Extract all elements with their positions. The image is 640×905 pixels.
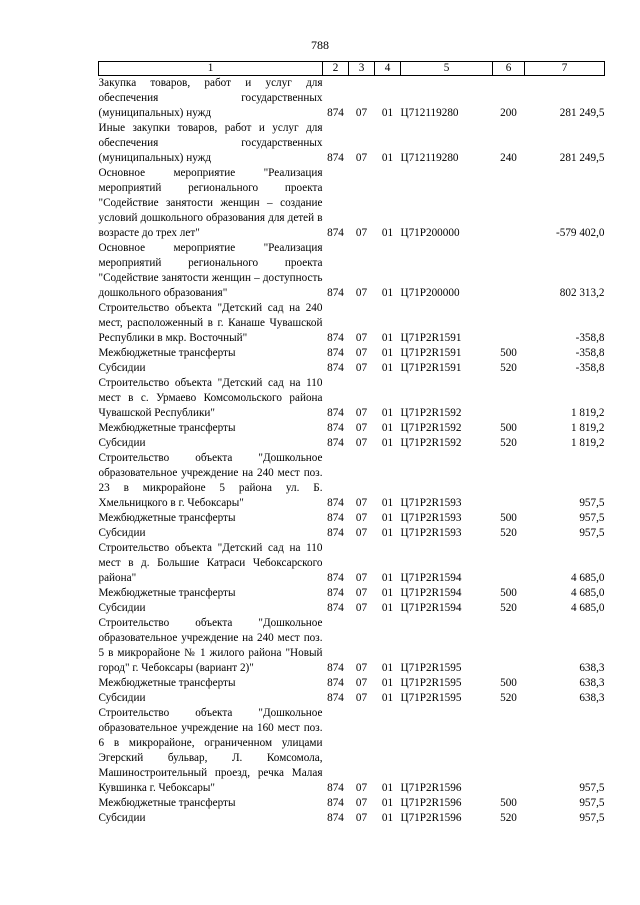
expense-kind: 500 xyxy=(500,512,517,524)
section-code: 07 xyxy=(355,812,368,824)
table-row xyxy=(99,346,605,361)
page-number: 788 xyxy=(311,38,329,52)
table-row xyxy=(99,811,605,826)
subsection-code: 01 xyxy=(381,692,394,704)
ministry-code: 874 xyxy=(327,422,344,434)
table-row xyxy=(99,361,605,376)
row-name: Строительство объекта "Детский сад на 240 мест, расположенный в г. Канаше Чувашской Республики в мкр. Восточный" xyxy=(98,302,323,344)
amount: 638,3 xyxy=(579,692,605,704)
expense-kind xyxy=(493,241,525,301)
target-article: Ц712119280 xyxy=(400,107,459,119)
table-row xyxy=(99,421,605,436)
subsection-code: 01 xyxy=(381,662,394,674)
ministry-code: 874 xyxy=(327,677,344,689)
subsection-code: 01 xyxy=(381,347,394,359)
ministry-code: 874 xyxy=(327,362,344,374)
table-row xyxy=(99,121,605,166)
header-col-4: 4 xyxy=(375,62,401,76)
subsection-code: 01 xyxy=(381,677,394,689)
target-article: Ц71Р2R1593 xyxy=(400,512,462,524)
section-code: 07 xyxy=(355,662,368,674)
row-name: Межбюджетные трансферты xyxy=(98,587,236,599)
header-col-5: 5 xyxy=(401,62,493,76)
section-code: 07 xyxy=(355,527,368,539)
ministry-code: 874 xyxy=(327,692,344,704)
expense-kind: 520 xyxy=(500,602,517,614)
expense-kind: 500 xyxy=(500,797,517,809)
section-code: 07 xyxy=(355,422,368,434)
header-col-1: 1 xyxy=(99,62,323,76)
section-code: 07 xyxy=(355,572,368,584)
section-code: 07 xyxy=(355,407,368,419)
amount: -358,8 xyxy=(575,332,605,344)
target-article: Ц71Р2R1592 xyxy=(400,407,462,419)
ministry-code: 874 xyxy=(327,347,344,359)
header-col-7: 7 xyxy=(525,62,605,76)
target-article: Ц71Р2R1594 xyxy=(400,602,462,614)
target-article: Ц71Р200000 xyxy=(400,227,460,239)
ministry-code: 874 xyxy=(327,662,344,674)
subsection-code: 01 xyxy=(381,107,394,119)
expense-kind: 520 xyxy=(500,362,517,374)
expense-kind: 520 xyxy=(500,527,517,539)
header-col-3: 3 xyxy=(349,62,375,76)
row-name: Межбюджетные трансферты xyxy=(98,347,236,359)
subsection-code: 01 xyxy=(381,782,394,794)
amount: 957,5 xyxy=(579,497,605,509)
ministry-code: 874 xyxy=(327,227,344,239)
row-name: Межбюджетные трансферты xyxy=(98,797,236,809)
row-name: Субсидии xyxy=(98,812,146,824)
expense-kind xyxy=(493,541,525,586)
section-code: 07 xyxy=(355,602,368,614)
section-code: 07 xyxy=(355,587,368,599)
section-code: 07 xyxy=(355,797,368,809)
ministry-code: 874 xyxy=(327,512,344,524)
expense-kind: 520 xyxy=(500,692,517,704)
table-row xyxy=(99,301,605,346)
expense-kind: 520 xyxy=(500,812,517,824)
subsection-code: 01 xyxy=(381,287,394,299)
target-article: Ц71Р2R1593 xyxy=(400,527,462,539)
section-code: 07 xyxy=(355,692,368,704)
expense-kind: 240 xyxy=(500,152,517,164)
target-article: Ц71Р2R1596 xyxy=(400,782,462,794)
row-name: Межбюджетные трансферты xyxy=(98,677,236,689)
ministry-code: 874 xyxy=(327,407,344,419)
row-name: Субсидии xyxy=(98,692,146,704)
ministry-code: 874 xyxy=(327,287,344,299)
subsection-code: 01 xyxy=(381,572,394,584)
section-code: 07 xyxy=(355,677,368,689)
subsection-code: 01 xyxy=(381,512,394,524)
table-body xyxy=(99,76,605,827)
subsection-code: 01 xyxy=(381,407,394,419)
target-article: Ц71Р2R1595 xyxy=(400,677,462,689)
ministry-code: 874 xyxy=(327,797,344,809)
table-row xyxy=(99,436,605,451)
subsection-code: 01 xyxy=(381,527,394,539)
amount: 4 685,0 xyxy=(570,587,605,599)
amount: 1 819,2 xyxy=(570,407,605,419)
table-row xyxy=(99,376,605,421)
amount: 957,5 xyxy=(579,782,605,794)
table-row xyxy=(99,586,605,601)
target-article: Ц71Р2R1596 xyxy=(400,812,462,824)
ministry-code: 874 xyxy=(327,332,344,344)
amount: -358,8 xyxy=(575,362,605,374)
row-name: Субсидии xyxy=(98,527,146,539)
ministry-code: 874 xyxy=(327,572,344,584)
expense-kind xyxy=(493,706,525,796)
row-name: Основное мероприятие "Реализация мероприятий регионального проекта "Содействие занятости женщин – создание условий дошкольного образования для детей в возрасте до трех лет" xyxy=(98,167,323,239)
amount: 281 249,5 xyxy=(559,107,605,119)
expense-kind xyxy=(493,166,525,241)
subsection-code: 01 xyxy=(381,497,394,509)
subsection-code: 01 xyxy=(381,152,394,164)
row-name: Основное мероприятие "Реализация мероприятий регионального проекта "Содействие занятости женщин – доступность дошкольного образования" xyxy=(98,242,323,299)
row-name: Строительство объекта "Дошкольное образовательное учреждение на 240 мест поз. 5 в микрорайоне № 1 жилого района "Новый город" г. Чебоксары (вариант 2)" xyxy=(98,617,323,674)
section-code: 07 xyxy=(355,512,368,524)
subsection-code: 01 xyxy=(381,797,394,809)
row-name: Закупка товаров, работ и услуг для обеспечения государственных (муниципальных) нужд xyxy=(98,77,323,119)
expense-kind xyxy=(493,376,525,421)
amount: 957,5 xyxy=(579,512,605,524)
table-row xyxy=(99,526,605,541)
table-row xyxy=(99,451,605,511)
section-code: 07 xyxy=(355,107,368,119)
amount: 1 819,2 xyxy=(570,437,605,449)
table-row xyxy=(99,676,605,691)
amount: 957,5 xyxy=(579,812,605,824)
subsection-code: 01 xyxy=(381,812,394,824)
row-name: Субсидии xyxy=(98,602,146,614)
ministry-code: 874 xyxy=(327,602,344,614)
target-article: Ц71Р2R1596 xyxy=(400,797,462,809)
table-row xyxy=(99,796,605,811)
row-name: Строительство объекта "Дошкольное образовательное учреждение на 160 мест поз. 6 в микрорайоне, ограниченном улицами Эгерский бульвар, Л. Комсомола, Машиностроительный проезд, речка Малая Кувшинка г. Чебоксары" xyxy=(98,707,323,794)
section-code: 07 xyxy=(355,152,368,164)
expense-kind xyxy=(493,301,525,346)
table-row xyxy=(99,76,605,122)
target-article: Ц71Р2R1595 xyxy=(400,662,462,674)
expense-kind: 500 xyxy=(500,677,517,689)
expense-kind: 500 xyxy=(500,587,517,599)
section-code: 07 xyxy=(355,782,368,794)
ministry-code: 874 xyxy=(327,527,344,539)
amount: 957,5 xyxy=(579,527,605,539)
table-row xyxy=(99,691,605,706)
target-article: Ц71Р2R1592 xyxy=(400,437,462,449)
row-name: Строительство объекта "Дошкольное образовательное учреждение на 240 мест поз. 23 в микрорайоне 5 района ул. Б. Хмельницкого в г. Чебоксары" xyxy=(98,452,323,509)
header-col-6: 6 xyxy=(493,62,525,76)
row-name: Иные закупки товаров, работ и услуг для обеспечения государственных (муниципальных) нужд xyxy=(98,122,323,164)
ministry-code: 874 xyxy=(327,107,344,119)
subsection-code: 01 xyxy=(381,602,394,614)
row-name: Субсидии xyxy=(98,437,146,449)
header-col-2: 2 xyxy=(323,62,349,76)
amount: 281 249,5 xyxy=(559,152,605,164)
target-article: Ц712119280 xyxy=(400,152,459,164)
section-code: 07 xyxy=(355,362,368,374)
row-name: Межбюджетные трансферты xyxy=(98,512,236,524)
row-name: Межбюджетные трансферты xyxy=(98,422,236,434)
ministry-code: 874 xyxy=(327,152,344,164)
section-code: 07 xyxy=(355,347,368,359)
section-code: 07 xyxy=(355,332,368,344)
subsection-code: 01 xyxy=(381,227,394,239)
target-article: Ц71Р2R1595 xyxy=(400,692,462,704)
table-row xyxy=(99,601,605,616)
target-article: Ц71Р2R1594 xyxy=(400,572,462,584)
budget-table xyxy=(98,61,605,826)
expense-kind: 200 xyxy=(500,107,517,119)
target-article: Ц71Р2R1591 xyxy=(400,362,462,374)
subsection-code: 01 xyxy=(381,362,394,374)
row-name: Субсидии xyxy=(98,362,146,374)
expense-kind xyxy=(493,616,525,676)
section-code: 07 xyxy=(355,437,368,449)
subsection-code: 01 xyxy=(381,587,394,599)
table-header xyxy=(99,62,605,76)
amount: 1 819,2 xyxy=(570,422,605,434)
table-row xyxy=(99,241,605,301)
target-article: Ц71Р2R1592 xyxy=(400,422,462,434)
target-article: Ц71Р2R1591 xyxy=(400,332,462,344)
table-row xyxy=(99,511,605,526)
amount: 638,3 xyxy=(579,677,605,689)
ministry-code: 874 xyxy=(327,812,344,824)
subsection-code: 01 xyxy=(381,422,394,434)
ministry-code: 874 xyxy=(327,497,344,509)
row-name: Строительство объекта "Детский сад на 110 мест в д. Большие Катраси Чебоксарского района" xyxy=(98,542,323,584)
target-article: Ц71Р200000 xyxy=(400,287,460,299)
amount: 4 685,0 xyxy=(570,572,605,584)
ministry-code: 874 xyxy=(327,437,344,449)
expense-kind xyxy=(493,451,525,511)
amount: 638,3 xyxy=(579,662,605,674)
ministry-code: 874 xyxy=(327,782,344,794)
table-row xyxy=(99,706,605,796)
row-name: Строительство объекта "Детский сад на 110 мест в с. Урмаево Комсомольского района Чувашской Республики" xyxy=(98,377,323,419)
amount: 802 313,2 xyxy=(559,287,605,299)
target-article: Ц71Р2R1594 xyxy=(400,587,462,599)
expense-kind: 520 xyxy=(500,437,517,449)
expense-kind: 500 xyxy=(500,347,517,359)
table-row xyxy=(99,616,605,676)
expense-kind: 500 xyxy=(500,422,517,434)
table-row xyxy=(99,541,605,586)
amount: 4 685,0 xyxy=(570,602,605,614)
amount: -579 402,0 xyxy=(556,227,605,239)
header-row xyxy=(99,62,605,76)
amount: 957,5 xyxy=(579,797,605,809)
section-code: 07 xyxy=(355,227,368,239)
target-article: Ц71Р2R1593 xyxy=(400,497,462,509)
section-code: 07 xyxy=(355,497,368,509)
subsection-code: 01 xyxy=(381,437,394,449)
section-code: 07 xyxy=(355,287,368,299)
amount: -358,8 xyxy=(575,347,605,359)
target-article: Ц71Р2R1591 xyxy=(400,347,462,359)
table-row xyxy=(99,166,605,241)
subsection-code: 01 xyxy=(381,332,394,344)
ministry-code: 874 xyxy=(327,587,344,599)
